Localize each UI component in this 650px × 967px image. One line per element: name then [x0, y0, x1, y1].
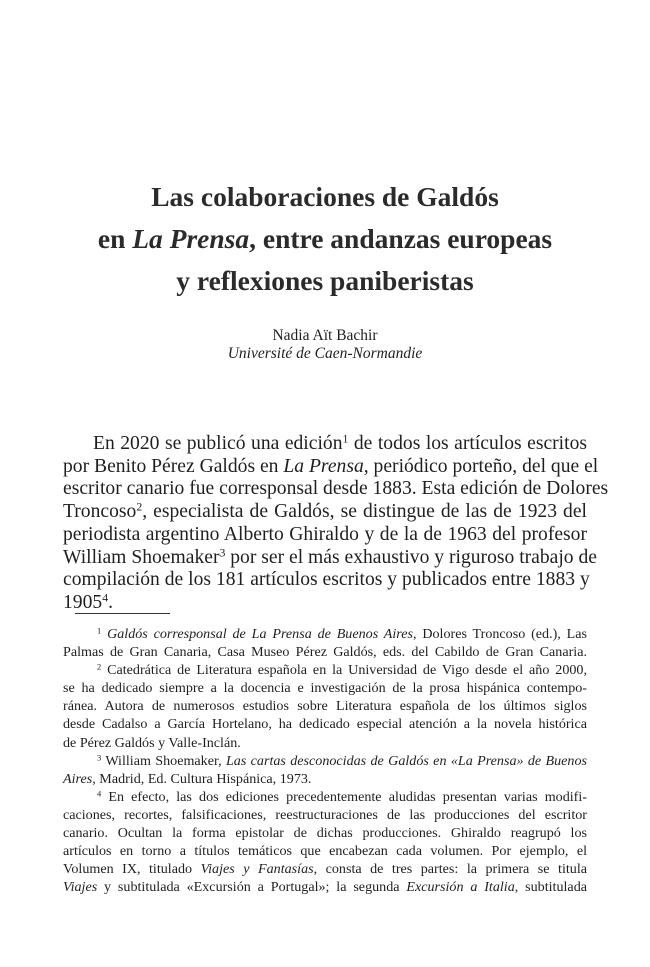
title-line-3: y reflexiones paniberistas — [176, 265, 474, 296]
footnote-line: ránea. Autora de numerosos estudios sobre Literatura española de los últimos siglos — [63, 698, 587, 715]
footnote-line: Palmas de Gran Canaria, Casa Museo Pérez Galdós, eds. del Cabildo de Gran Canaria. — [63, 644, 587, 661]
title-italic-newspaper: La Prensa — [132, 223, 250, 254]
footnote-line: Volumen IX, titulado Viajes y Fantasías, consta de tres partes: la primera se titula — [63, 861, 587, 878]
footnote-line: se ha dedicado siempre a la docencia e investigación de la prosa hispánica contempo- — [63, 680, 587, 697]
footnote-2: $^2$ Catedrática de Literatura española en la Universidad de Vigo desde el año 2000, — [97, 661, 587, 679]
footnote-ref-3[interactable]: 3 — [219, 546, 226, 560]
body-line: escritor canario fue corresponsal desde 1883. Esta edición de Dolores — [63, 478, 609, 500]
body-line: 1905$^4$. — [63, 591, 113, 613]
footnote-1: $^1$ Galdós corresponsal de La Prensa de Buenos Aires, Dolores Troncoso (ed.), Las — [97, 625, 587, 642]
body-line: por Benito Pérez Galdós en La Prensa, periódico porteño, del que el — [63, 455, 599, 477]
body-line: compilación de los 181 artículos escritos y publicados entre 1883 y — [63, 569, 590, 591]
footnote-line: canario. Ocultan la forma epistolar de dichas producciones. Ghiraldo reagrupó los — [63, 825, 587, 842]
footnote-ref-1[interactable]: 1 — [342, 432, 349, 446]
body-line: Troncoso$^2$, especialista de Galdós, se distingue de las de 1923 del — [63, 500, 587, 523]
footnote-line: desde Cadalso a García Hortelano, ha dedicado especial atención a la novela histórica — [63, 716, 587, 733]
footnote-line: de Pérez Galdós y Valle-Inclán. — [63, 734, 241, 751]
footnote-line: Aires, Madrid, Ed. Cultura Hispánica, 1973. — [63, 770, 312, 787]
footnote-ref-4[interactable]: 4 — [102, 591, 109, 605]
title-line-1: Las colaboraciones de Galdós — [151, 181, 499, 212]
footnote-4: $^4$ En efecto, las dos ediciones precedentemente aludidas presentan varias modifi- — [97, 788, 587, 805]
body-paragraph — [63, 432, 609, 615]
body-line: William Shoemaker$^3$ por ser el más exhaustivo y riguroso trabajo de — [63, 546, 597, 568]
body-line: periodista argentino Alberto Ghiraldo y de la de 1963 del profesor — [63, 523, 587, 545]
body-line: En 2020 se publicó una edición$^1$ de todos los artículos escritos — [93, 432, 587, 454]
title-line-2: en La Prensa, entre andanzas europeas — [97, 223, 553, 254]
footnote-ref-2[interactable]: 2 — [136, 500, 143, 514]
footnote-line: caciones, recortes, falsificaciones, reestructuraciones de las producciones del escritor — [63, 806, 587, 823]
footnote-separator — [75, 613, 170, 614]
footnote-3: $^3$ William Shoemaker, Las cartas desconocidas de Galdós en «La Prensa» de Buenos — [97, 752, 587, 769]
footnotes — [63, 625, 587, 896]
author-name: Nadia Aït Bachir — [272, 327, 378, 344]
footnote-line: Viajes y subtitulada «Excursión a Portugal»; la segunda Excursión a Italia, subtitulada — [63, 879, 587, 896]
footnote-line: artículos en torno a títulos temáticos que encabezan cada volumen. Por ejemplo, el — [63, 843, 587, 860]
article-title — [60, 176, 590, 302]
author-affiliation: Université de Caen-Normandie — [227, 345, 423, 362]
